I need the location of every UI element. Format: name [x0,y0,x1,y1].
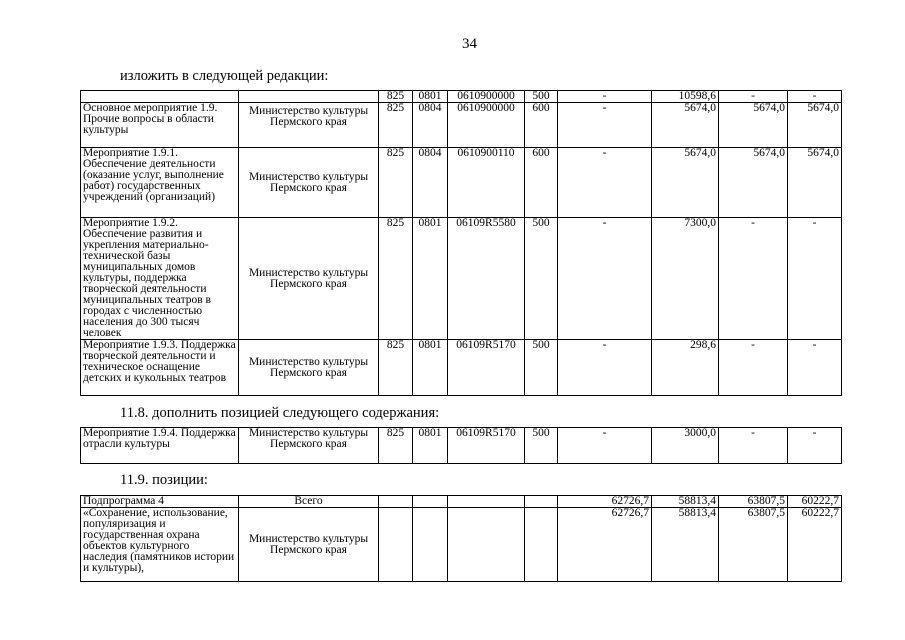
cell-section-code: 0801 [413,428,448,464]
paragraph-instruction-3: 11.9. позиции: [120,472,208,488]
cell-expense-type: 500 [525,340,558,396]
table-row [81,103,842,148]
cell-ministry-code: 825 [379,148,413,218]
cell-expense-type: 600 [525,103,558,148]
row-name-text: Основное мероприятие 1.9. Прочие вопросы в области культуры [83,102,218,136]
cell-value: - [788,218,842,340]
cell-value: - [788,91,842,103]
table-row [81,91,842,103]
table-row [81,340,842,396]
table-row [81,428,842,464]
paragraph-instruction-2: 11.8. дополнить позицией следующего содержания: [120,405,440,421]
cell-name: Мероприятие 1.9.3. Поддержка творческой деятельности и техническое оснащение детских и кукольных театров [81,340,239,396]
paragraph-instruction-1: изложить в следующей редакции: [120,68,329,84]
cell-org [239,91,379,103]
cell-value: 5674,0 [652,148,719,218]
cell-expense-type: 600 [525,148,558,218]
cell-value: 63807,5 [719,496,788,508]
cell-value: 10598,6 [652,91,719,103]
cell-value: 5674,0 [788,148,842,218]
cell-empty [525,508,558,582]
cell-name: Мероприятие 1.9.2. Обеспечение развития и укрепления материально-технической базы муниципальных домов культуры, поддержка творческой деятельности муниципальных театров в городах с численностью населения до 300 тысяч человек [81,218,239,340]
cell-target-code: 0610900000 [448,91,525,103]
table-2 [80,427,842,464]
table-row [81,218,842,340]
cell-ministry-code: 825 [379,91,413,103]
cell-section-code: 0804 [413,148,448,218]
cell-value: 3000,0 [652,428,719,464]
cell-empty [379,496,413,508]
table-row [81,496,842,508]
cell-section-code: 0801 [413,91,448,103]
cell-org: Министерство культуры Пермского края [239,103,379,148]
cell-value: - [719,91,788,103]
cell-value: - [788,340,842,396]
cell-ministry-code: 825 [379,103,413,148]
table-1 [80,90,842,396]
cell-org: Министерство культуры Пермского края [239,508,379,582]
cell-name: Мероприятие 1.9.1. Обеспечение деятельности (оказание услуг, выполнение работ) государственных учреждений (организаций) [81,148,239,218]
cell-expense-type: 500 [525,428,558,464]
cell-value: 60222,7 [788,496,842,508]
cell-section-code: 0801 [413,218,448,340]
cell-name: Мероприятие 1.9.4. Поддержка отрасли культуры [81,428,239,464]
cell-target-code: 06109R5580 [448,218,525,340]
cell-section-code: 0804 [413,103,448,148]
cell-value: 58813,4 [652,496,719,508]
cell-org: Министерство культуры Пермского края [239,218,379,340]
page-number: 34 [462,36,477,52]
cell-value: - [558,148,652,218]
cell-empty [448,508,525,582]
cell-ministry-code: 825 [379,340,413,396]
cell-value: 58813,4 [652,508,719,582]
cell-empty [525,496,558,508]
cell-section-code: 0801 [413,340,448,396]
cell-name: «Сохранение, использование, популяризация и государственная охрана объектов культурного наследия (памятников истории и культуры), [81,508,239,582]
cell-org: Министерство культуры Пермского края [239,148,379,218]
cell-value: 62726,7 [558,508,652,582]
cell-name [81,103,239,148]
cell-expense-type: 500 [525,218,558,340]
cell-value: - [719,218,788,340]
cell-target-code: 0610900000 [448,103,525,148]
cell-name [81,91,239,103]
cell-value: 63807,5 [719,508,788,582]
cell-empty [448,496,525,508]
cell-target-code: 06109R5170 [448,428,525,464]
cell-org: Министерство культуры Пермского края [239,428,379,464]
cell-value: - [558,103,652,148]
cell-name: Подпрограмма 4 [81,496,239,508]
cell-value: - [719,340,788,396]
cell-value: 7300,0 [652,218,719,340]
cell-value: 60222,7 [788,508,842,582]
cell-empty [413,508,448,582]
cell-value: 5674,0 [719,103,788,148]
cell-expense-type: 500 [525,91,558,103]
cell-ministry-code: 825 [379,428,413,464]
cell-ministry-code: 825 [379,218,413,340]
cell-value: 298,6 [652,340,719,396]
table-row [81,148,842,218]
cell-empty [379,508,413,582]
cell-empty [413,496,448,508]
cell-value: 5674,0 [719,148,788,218]
cell-value: - [558,91,652,103]
cell-value: - [558,340,652,396]
cell-target-code: 06109R5170 [448,340,525,396]
cell-org: Министерство культуры Пермского края [239,340,379,396]
table-row [81,508,842,582]
cell-value: - [558,218,652,340]
cell-value: - [719,428,788,464]
cell-value: 5674,0 [652,103,719,148]
cell-value: - [558,428,652,464]
cell-value: - [788,428,842,464]
cell-target-code: 0610900110 [448,148,525,218]
cell-value: 62726,7 [558,496,652,508]
table-3 [80,495,842,582]
cell-value: 5674,0 [788,103,842,148]
cell-org: Всего [239,496,379,508]
